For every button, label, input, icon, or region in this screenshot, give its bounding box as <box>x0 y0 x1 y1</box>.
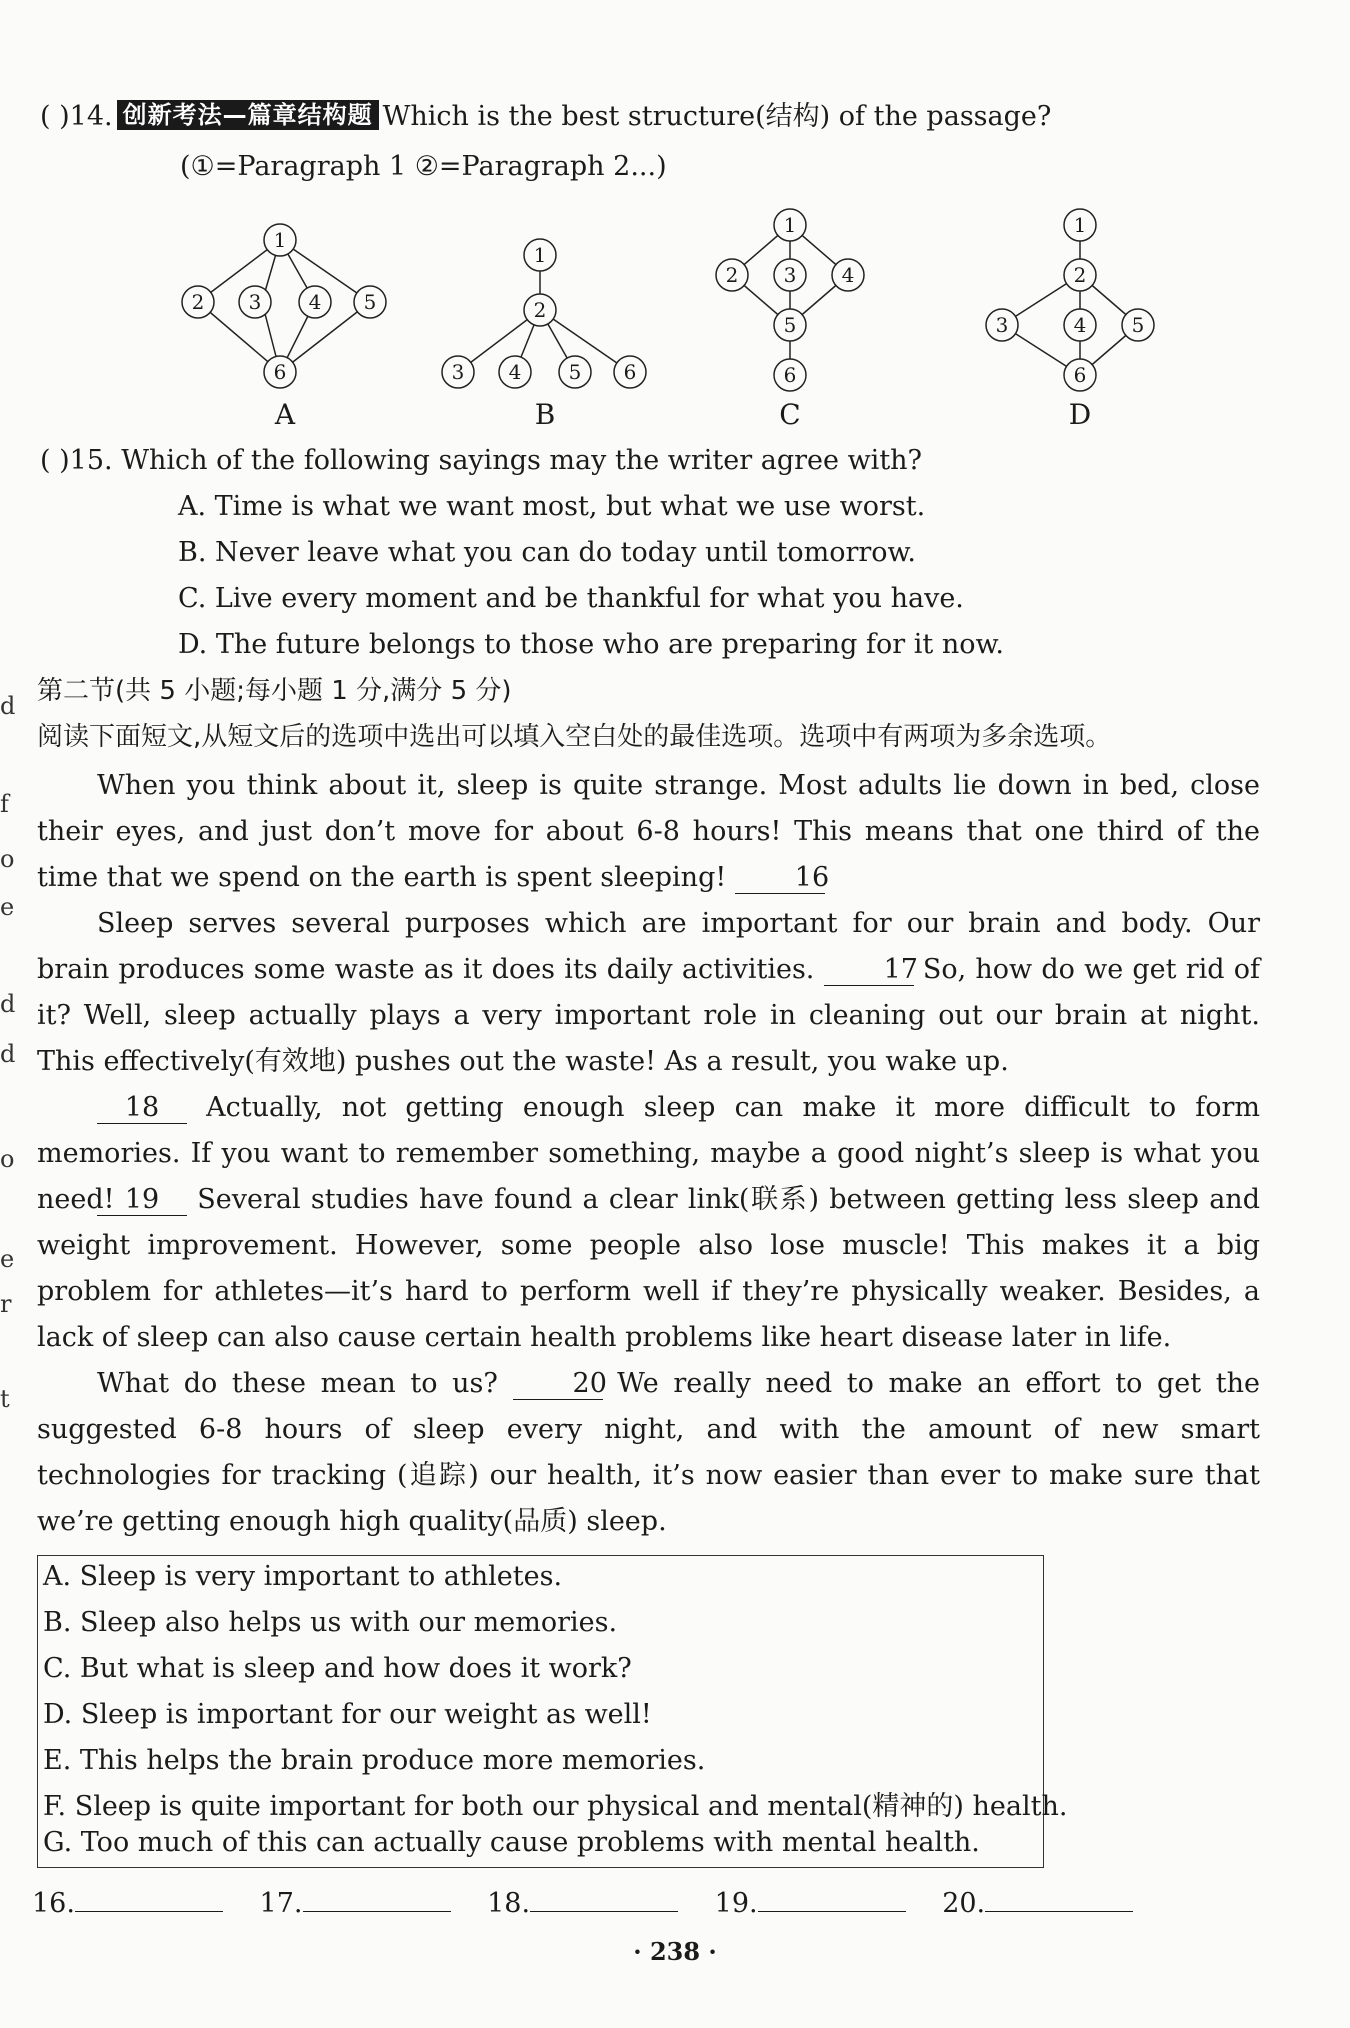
blank-17[interactable]: 17 <box>824 955 914 986</box>
edge-char: t <box>0 1385 10 1413</box>
node-label: 6 <box>623 360 637 384</box>
answer-number: 16. <box>32 1888 75 1919</box>
question-15 <box>40 444 922 478</box>
option-c[interactable]: C. But what is sleep and how does it work? <box>43 1653 632 1684</box>
q15-option-a[interactable]: A. Time is what we want most, but what we use worst. <box>178 491 926 522</box>
section-heading: 第二节(共 5 小题;每小题 1 分,满分 5 分) <box>37 676 512 706</box>
node-label: 1 <box>533 243 547 267</box>
diagram-d-svg <box>980 200 1180 410</box>
answer-item <box>260 1888 451 1919</box>
option-a[interactable]: A. Sleep is very important to athletes. <box>43 1561 563 1592</box>
node-label: 2 <box>191 290 205 314</box>
answer-blank-20[interactable] <box>985 1889 1133 1912</box>
node-label: 2 <box>1073 263 1087 287</box>
node-label: 1 <box>783 213 797 237</box>
answer-blank-16[interactable] <box>75 1889 223 1912</box>
question-14 <box>40 100 1051 134</box>
edge-char: o <box>0 845 15 873</box>
node-label: 1 <box>1073 213 1087 237</box>
blank-18[interactable]: 18 <box>97 1093 187 1124</box>
node-label: 3 <box>248 290 262 314</box>
question-type-tag: 创新考法—篇章结构题 <box>117 100 379 130</box>
node-label: 4 <box>1073 313 1087 337</box>
node-label: 5 <box>783 313 797 337</box>
node-label: 6 <box>1073 363 1087 387</box>
diagram-a-svg <box>170 200 410 410</box>
option-e[interactable]: E. This helps the brain produce more memories. <box>43 1745 706 1776</box>
structure-diagram-d[interactable] <box>980 200 1180 414</box>
answer-number: 17. <box>259 1888 303 1919</box>
option-g[interactable]: G. Too much of this can actually cause problems with mental health. <box>43 1827 980 1858</box>
paragraph-text: So, how do we get rid of it? Well, sleep actually plays a very important role in cleaning out our brain at night. This effectively(有效地) pushes out the waste! As a result, you wake up. <box>37 954 1260 1077</box>
paragraph-text: Actually, not getting enough sleep can make it more difficult to form memories. If you want to remember something, maybe a good night’s sleep is what you need! <box>37 1092 1260 1215</box>
diagram-b-svg <box>430 200 670 410</box>
structure-diagram-a[interactable] <box>170 200 410 414</box>
structure-legend: (①=Paragraph 1 ②=Paragraph 2...) <box>180 151 667 182</box>
option-f[interactable]: F. Sleep is quite important for both our physical and mental(精神的) health. <box>43 1791 1068 1822</box>
diagram-label-a: A <box>274 398 296 431</box>
question-text: Which is the best structure(结构) of the passage? <box>382 101 1052 132</box>
node-label: 2 <box>725 263 739 287</box>
option-d[interactable]: D. Sleep is important for our weight as well! <box>43 1699 652 1730</box>
diagram-c-svg <box>690 200 890 410</box>
node-label: 1 <box>273 228 287 252</box>
answer-number: 18. <box>487 1888 531 1919</box>
paragraph-text: Several studies have found a clear link(联系) between getting less sleep and weight improvement. However, some people also lose muscle! This makes it a big problem for athletes—it’s hard to perform well if they’re physically weaker. Besides, a lack of sleep can also cause certain health problems like heart disease later in life. <box>37 1184 1260 1353</box>
q15-option-c[interactable]: C. Live every moment and be thankful for what you have. <box>178 583 964 614</box>
paragraph-text: Sleep serves several purposes which are important for our brain and body. Our brain produces some waste as it does its daily activities. <box>37 908 1260 985</box>
node-label: 3 <box>783 263 797 287</box>
blank-19[interactable]: 19 <box>97 1185 187 1216</box>
node-label: 6 <box>783 363 797 387</box>
page-number: · 238 · <box>633 1937 717 1966</box>
answer-number: 20. <box>942 1888 986 1919</box>
structure-diagram-c[interactable] <box>690 200 890 414</box>
q15-option-d[interactable]: D. The future belongs to those who are preparing for it now. <box>178 629 1004 660</box>
paragraph-text: When you think about it, sleep is quite strange. Most adults lie down in bed, close their eyes, and just don’t move for about 6-8 hours! This means that one third of the time that we spend on the earth is spent sleeping! <box>37 770 1260 893</box>
options-box <box>37 1555 1068 1868</box>
node-label: 3 <box>451 360 465 384</box>
answer-blank-19[interactable] <box>758 1889 906 1912</box>
answer-item <box>487 1888 678 1919</box>
answer-item <box>32 1888 223 1919</box>
paragraph-text: We really need to make an effort to get the suggested 6-8 hours of sleep every night, and with the amount of new smart technologies for tracking (追踪) our health, it’s now easier than ever to make sure that we’re getting enough high quality(品质) sleep. <box>37 1368 1260 1537</box>
node-label: 4 <box>308 290 322 314</box>
question-number: 14. <box>69 101 113 132</box>
edge-char: f <box>0 790 9 818</box>
answer-paren[interactable]: ( ) <box>40 101 70 132</box>
answer-blank-17[interactable] <box>303 1889 451 1912</box>
answer-item <box>715 1888 906 1919</box>
question-text: Which of the following sayings may the writer agree with? <box>121 445 923 476</box>
paragraph-text: What do these mean to us? <box>97 1368 498 1399</box>
node-label: 5 <box>568 360 582 384</box>
answer-item <box>942 1888 1133 1919</box>
blank-20[interactable]: 20 <box>513 1369 603 1400</box>
answer-number: 19. <box>714 1888 758 1919</box>
node-label: 4 <box>841 263 855 287</box>
node-label: 5 <box>1131 313 1145 337</box>
node-label: 5 <box>363 290 377 314</box>
answer-row <box>32 1888 1161 1919</box>
node-label: 3 <box>995 313 1009 337</box>
edge-char: e <box>0 1245 15 1273</box>
edge-char: o <box>0 1145 15 1173</box>
edge-char: r <box>0 1290 12 1318</box>
edge-char: d <box>0 1040 16 1068</box>
q15-option-b[interactable]: B. Never leave what you can do today until tomorrow. <box>178 537 917 568</box>
passage-paragraph-4 <box>37 1177 1260 1361</box>
answer-blank-18[interactable] <box>530 1889 678 1912</box>
passage-paragraph-1 <box>37 763 1260 901</box>
node-label: 6 <box>273 360 287 384</box>
passage-paragraph-2 <box>37 901 1260 1085</box>
diagram-label-b: B <box>534 398 556 431</box>
diagram-label-c: C <box>779 398 801 431</box>
question-number: 15. <box>69 445 113 476</box>
structure-diagram-b[interactable] <box>430 200 670 414</box>
diagram-label-d: D <box>1068 398 1092 431</box>
answer-paren[interactable]: ( ) <box>40 445 70 476</box>
edge-char: d <box>0 990 16 1018</box>
section-instruction: 阅读下面短文,从短文后的选项中选出可以填入空白处的最佳选项。选项中有两项为多余选项。 <box>37 722 1112 752</box>
edge-char: d <box>0 692 16 720</box>
blank-16[interactable]: 16 <box>735 863 825 894</box>
edge-char: e <box>0 893 15 921</box>
passage-paragraph-5 <box>37 1361 1260 1545</box>
option-b[interactable]: B. Sleep also helps us with our memories. <box>43 1607 618 1638</box>
node-label: 4 <box>508 360 522 384</box>
node-label: 2 <box>533 298 547 322</box>
